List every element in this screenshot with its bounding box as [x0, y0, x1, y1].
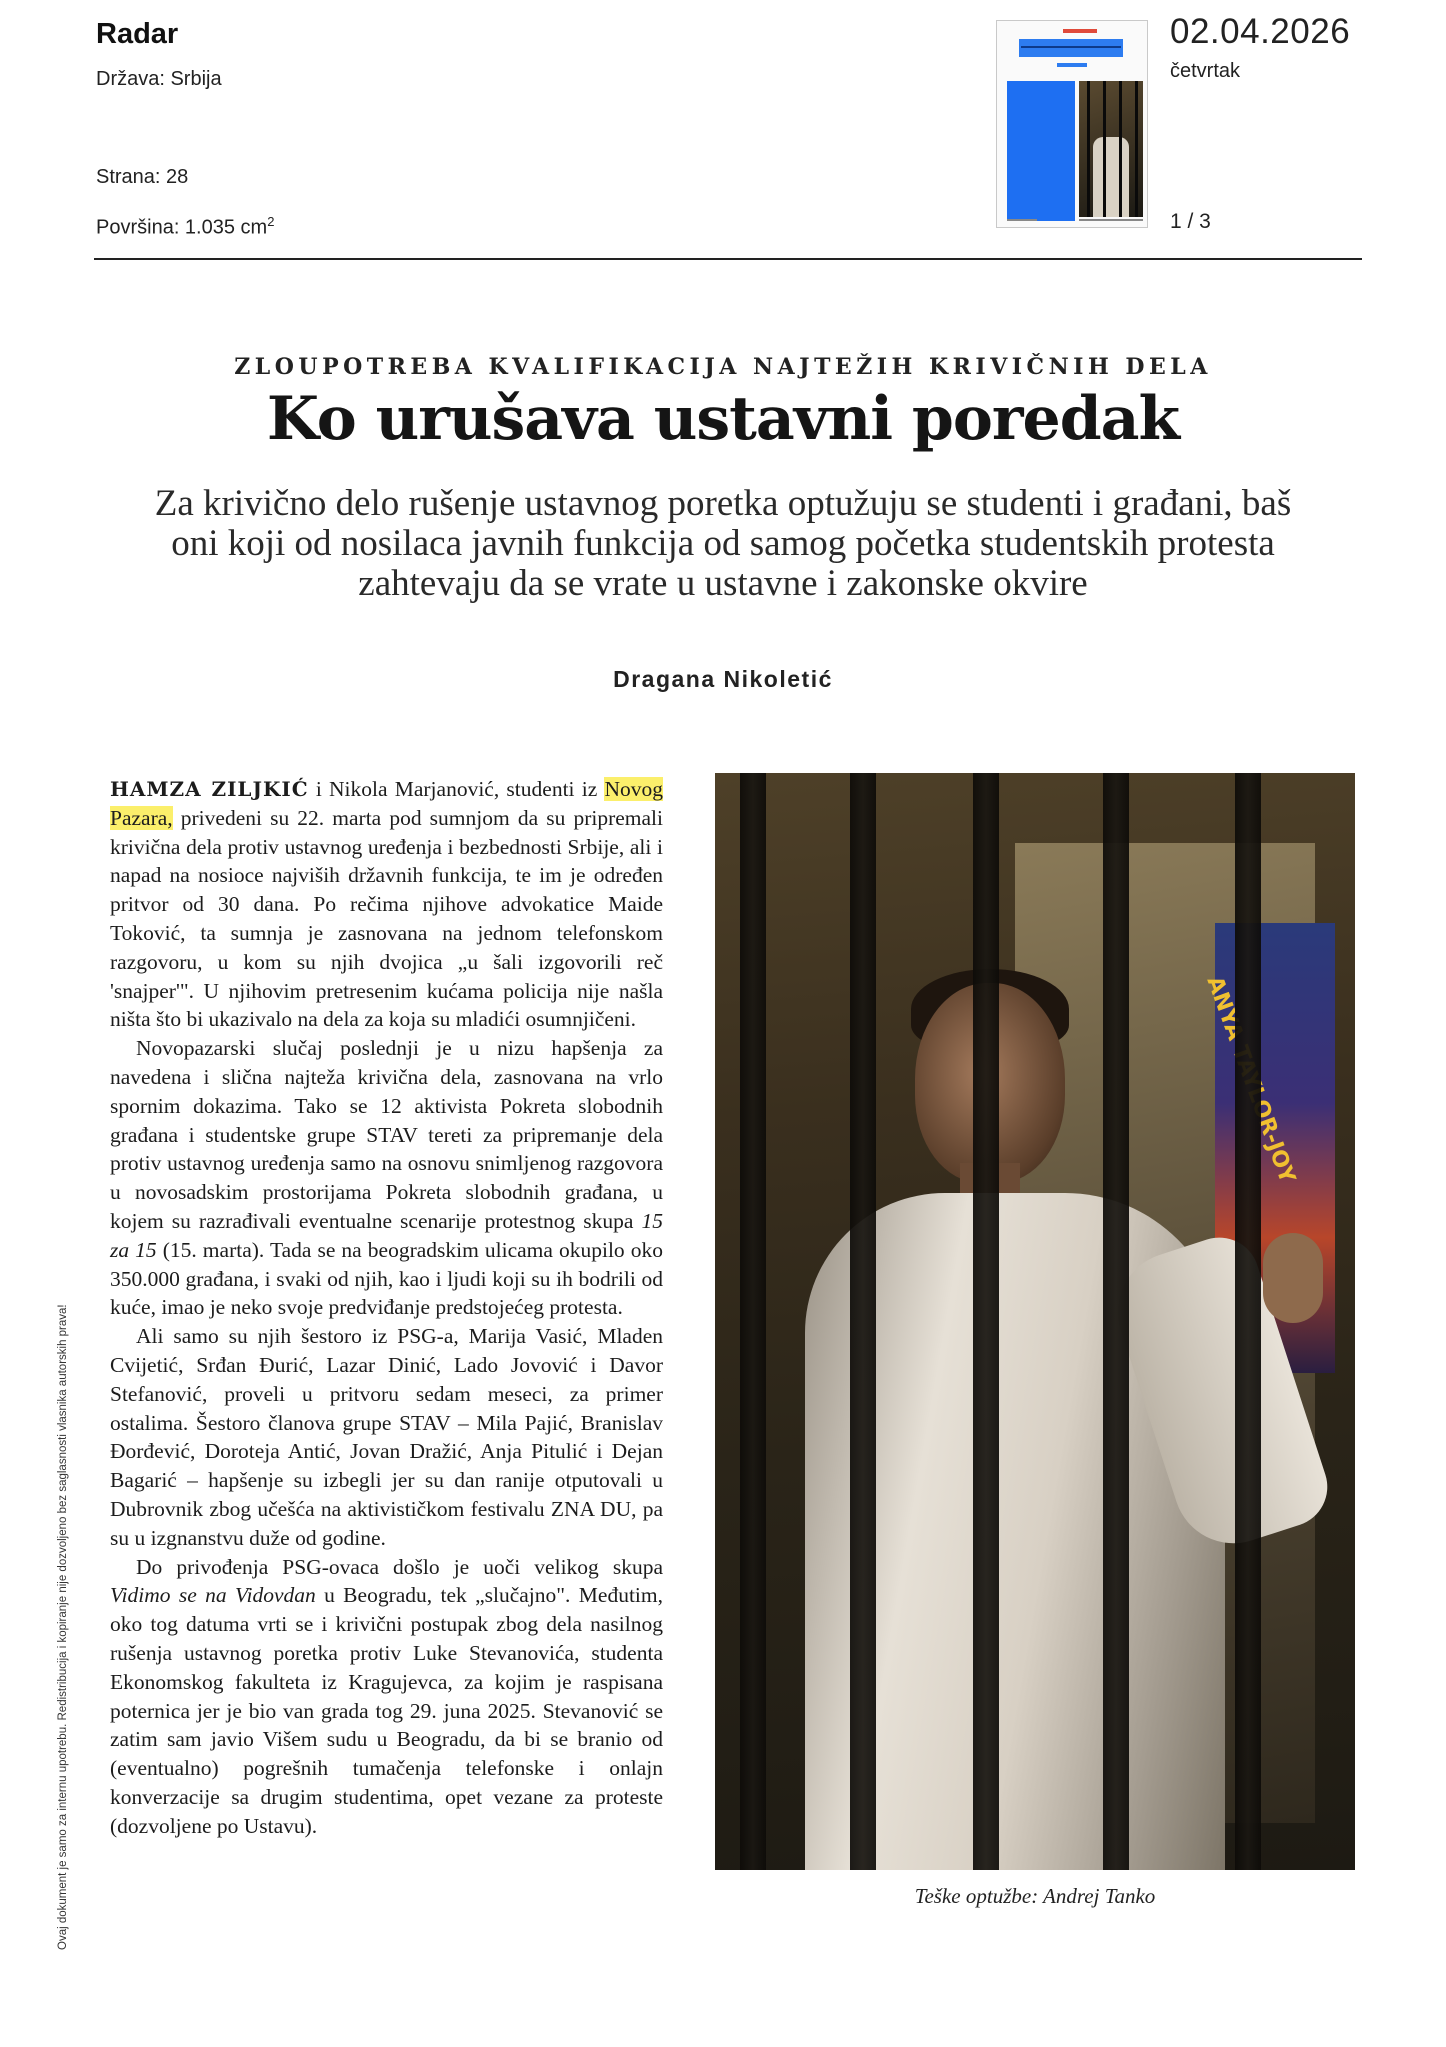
- article-title: Ko urušava ustavni poredak: [266, 384, 1180, 454]
- thumbnail-photo: [1079, 81, 1143, 217]
- article-kicker: ZLOUPOTREBA KVALIFIKACIJA NAJTEŽIH KRIVIČNIH DELA: [234, 354, 1212, 380]
- clipping-header-left: [96, 18, 596, 239]
- country-label: Država: Srbija: [96, 68, 222, 90]
- paragraph-1: HAMZA ZILJKIĆ i Nikola Marjanović, studenti iz Novog Pazara, privedeni su 22. marta pod sumnjom da su pripremali krivična dela protiv ustavnog uređenja i bezbednosti Srbije, ali i napad na nosioce najviših državnih funkcija, te im je određen pritvor od 30 dana. Po rečima njihove advokatice Maide Toković, ta sumnja je zasnovana na jednom telefonskom razgovoru, u kom su njih dvojica „u šali izgovorili reč 'snajper'". U njihovim pretresenim kućama policija nije našla ništa što bi ukazivalo na dela za koja su mladići osumnjičeni.: [110, 777, 663, 1032]
- article-lede: Za krivično delo rušenje ustavnog poretka optužuju se studenti i građani, baš oni koji od nosilaca javnih funkcija od samog početka studentskih protesta zahtevaju da se vrate u ustavne i zakonske okvire: [154, 483, 1292, 604]
- highlighted-text: Novog Pazara,: [110, 777, 663, 830]
- clipping-date: 02.04.2026: [1170, 12, 1351, 51]
- header-divider: [94, 258, 1362, 260]
- page-counter: 1 / 3: [1170, 210, 1211, 233]
- photo-caption: Teške optužbe: Andrej Tanko: [914, 1884, 1156, 1908]
- article-photo: [715, 773, 1355, 1870]
- window-bar: [850, 773, 876, 1870]
- paragraph-3: Ali samo su njih šestoro iz PSG-a, Marija Vasić, Mladen Cvijetić, Srđan Đurić, Lazar Dinić, Lado Jovović i Davor Stefanović, proveli u pritvoru sedam meseci, za primer ostalima. Šestoro članova grupe STAV – Mila Pajić, Branislav Đorđević, Doroteja Antić, Jovan Dražić, Anja Pitulić i Dejan Bagarić – hapšenje su izbegli jer su dan ranije otputovali u Dubrovnik zbog učešća na aktivističkom festivalu ZNA DU, pa su u izgnanstvu duže od godine.: [110, 1324, 663, 1550]
- area-label: Površina: 1.035 $cm^2$: [96, 214, 275, 239]
- page-label: Strana: 28: [96, 166, 189, 188]
- page-thumbnail[interactable]: [996, 20, 1148, 228]
- window-bar: [740, 773, 766, 1870]
- copyright-disclaimer: Ovaj dokument je samo za internu upotrebu. Redistribucija i kopiranje nije dozvoljeno bez saglasnosti vlasnika autorskih prava!: [57, 1304, 69, 1950]
- article-body: [110, 775, 663, 1840]
- thumbnail-text-block: [1007, 81, 1075, 221]
- paragraph-4: Do privođenja PSG-ovaca došlo je uoči velikog skupa Vidimo se na Vidovdan u Beogradu, tek „slučajno". Međutim, oko tog datuma vrti se i krivični postupak zbog dela nasilnog rušenja ustavnog poretka protiv Luke Stevanovića, studenta Ekonomskog fakulteta iz Kragujevca, za kojim je raspisana poternica jer je bio van grada tog 29. juna 2025. Stevanović se zatim sam javio Višem sudu u Beogradu, da bi se branio od (eventualno) pogrešnih tumačenja telefonske i onlajn konverzacije sa drugim studentima, opet vezane za proteste (dozvoljene po Ustavu).: [110, 1554, 663, 1838]
- publication-name: Radar: [96, 18, 179, 50]
- window-bar: [1235, 773, 1261, 1870]
- window-bar: [1103, 773, 1129, 1870]
- paragraph-2: Novopazarski slučaj poslednji je u nizu hapšenja za navedena i slična najteža krivična dela, zasnovana na vrlo spornim dokazima. Tako se 12 aktivista Pokreta slobodnih građana i studentske grupe STAV tereti za pripremanje dela protiv ustavnog uređenja samo na osnovu snimljenog razgovora u novosadskim prostorijama Pokreta slobodnih građana, u kojem su razrađivali eventualne scenarije protestnog skupa 15 za 15 (15. marta). Tada se na beogradskim ulicama okupilo oko 350.000 građana, i svaki od njih, kao i ljudi koji su ih bodrili od kuće, imao je neko svoje predviđanje predstojećeg protesta.: [110, 1036, 663, 1320]
- article-byline: Dragana Nikoletić: [613, 666, 833, 692]
- clipping-weekday: četvrtak: [1170, 60, 1241, 82]
- window-bar: [973, 773, 999, 1870]
- poster-text: ANYA: [1201, 973, 1248, 1044]
